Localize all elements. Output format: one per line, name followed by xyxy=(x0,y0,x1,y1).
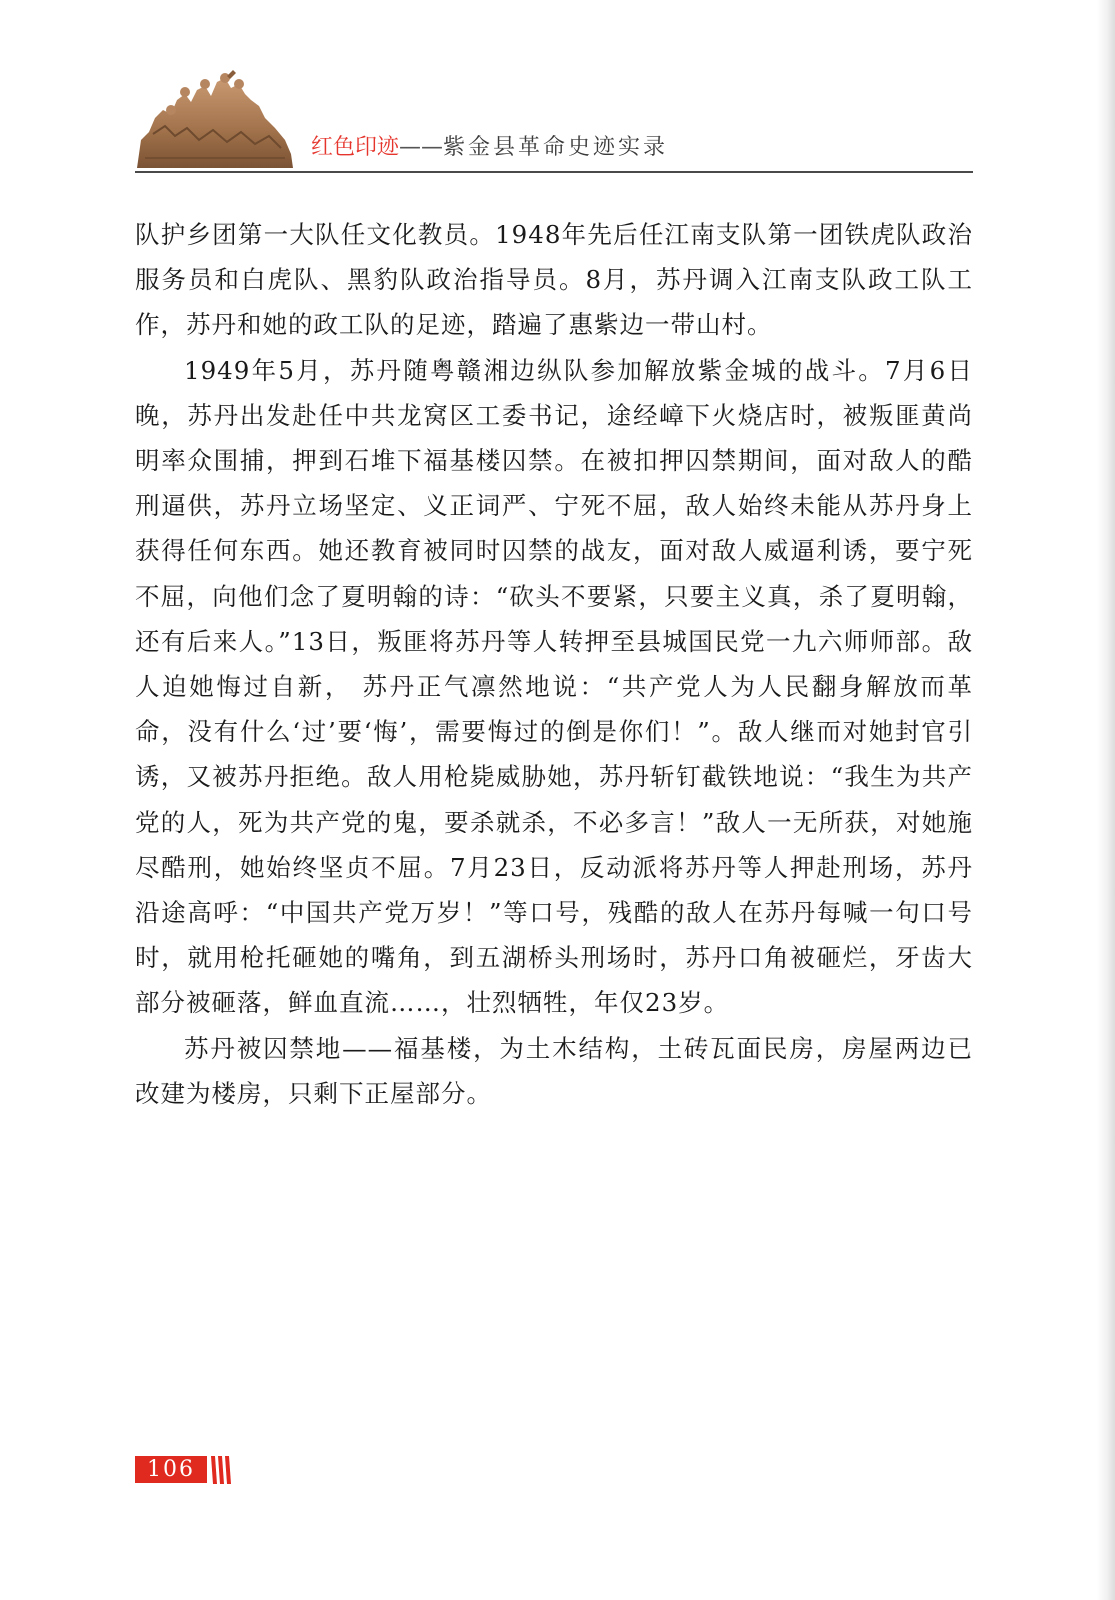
scan-page-edge xyxy=(1097,0,1115,1600)
paragraph-2: 1949年5月，苏丹随粤赣湘边纵队参加解放紫金城的战斗。7月6日晚，苏丹出发赴任中共龙窝区工委书记，途经嶂下火烧店时，被叛匪黄尚明率众围捕，押到石堆下福基楼囚禁。在被扣押囚禁期间，面对敌人的酷刑逼供，苏丹立场坚定、义正词严、宁死不屈，敌人始终未能从苏丹身上获得任何东西。她还教育被同时囚禁的战友，面对敌人威逼利诱，要宁死不屈，向他们念了夏明翰的诗：“砍头不要紧，只要主义真，杀了夏明翰，还有后来人。”13日，叛匪将苏丹等人转押至县城国民党一九六师师部。敌人迫她悔过自新， 苏丹正气凛然地说：“共产党人为人民翻身解放而革命，没有什么‘过’要‘悔’，需要悔过的倒是你们！”。敌人继而对她封官引诱，又被苏丹拒绝。敌人用枪毙威胁她，苏丹斩钉截铁地说：“我生为共产党的人，死为共产党的鬼，要杀就杀，不必多言！”敌人一无所获，对她施尽酷刑，她始终坚贞不屈。7月23日，反动派将苏丹等人押赴刑场，苏丹沿途高呼：“中国共产党万岁！”等口号，残酷的敌人在苏丹每喊一句口号时，就用枪托砸她的嘴角，到五湖桥头刑场时，苏丹口角被砸烂，牙齿大部分被砸落，鲜血直流……，壮烈牺牲，年仅23岁。 xyxy=(135,355,973,1018)
paragraph-3: 苏丹被囚禁地——福基楼，为土木结构，土砖瓦面民房，房屋两边已改建为楼房，只剩下正屋部分。 xyxy=(135,1033,973,1108)
header-title-red: 红色印迹 xyxy=(311,135,400,160)
header-title-subtitle: 紫金县革命史迹实录 xyxy=(443,135,669,160)
page-header xyxy=(135,66,973,174)
header-divider xyxy=(135,171,973,173)
page-stripes-icon xyxy=(209,1456,231,1484)
revolutionary-sculpture-icon xyxy=(135,70,295,170)
body-text xyxy=(135,212,973,1116)
header-title-separator: —— xyxy=(399,135,444,160)
page-number: 106 xyxy=(135,1456,207,1483)
paragraph-1: 队护乡团第一大队任文化教员。1948年先后任江南支队第一团铁虎队政治服务员和白虎队、黑豹队政治指导员。8月，苏丹调入江南支队政工队工作，苏丹和她的政工队的足迹，踏遍了惠紫边一带山村。 xyxy=(135,220,973,340)
header-title xyxy=(311,134,668,162)
